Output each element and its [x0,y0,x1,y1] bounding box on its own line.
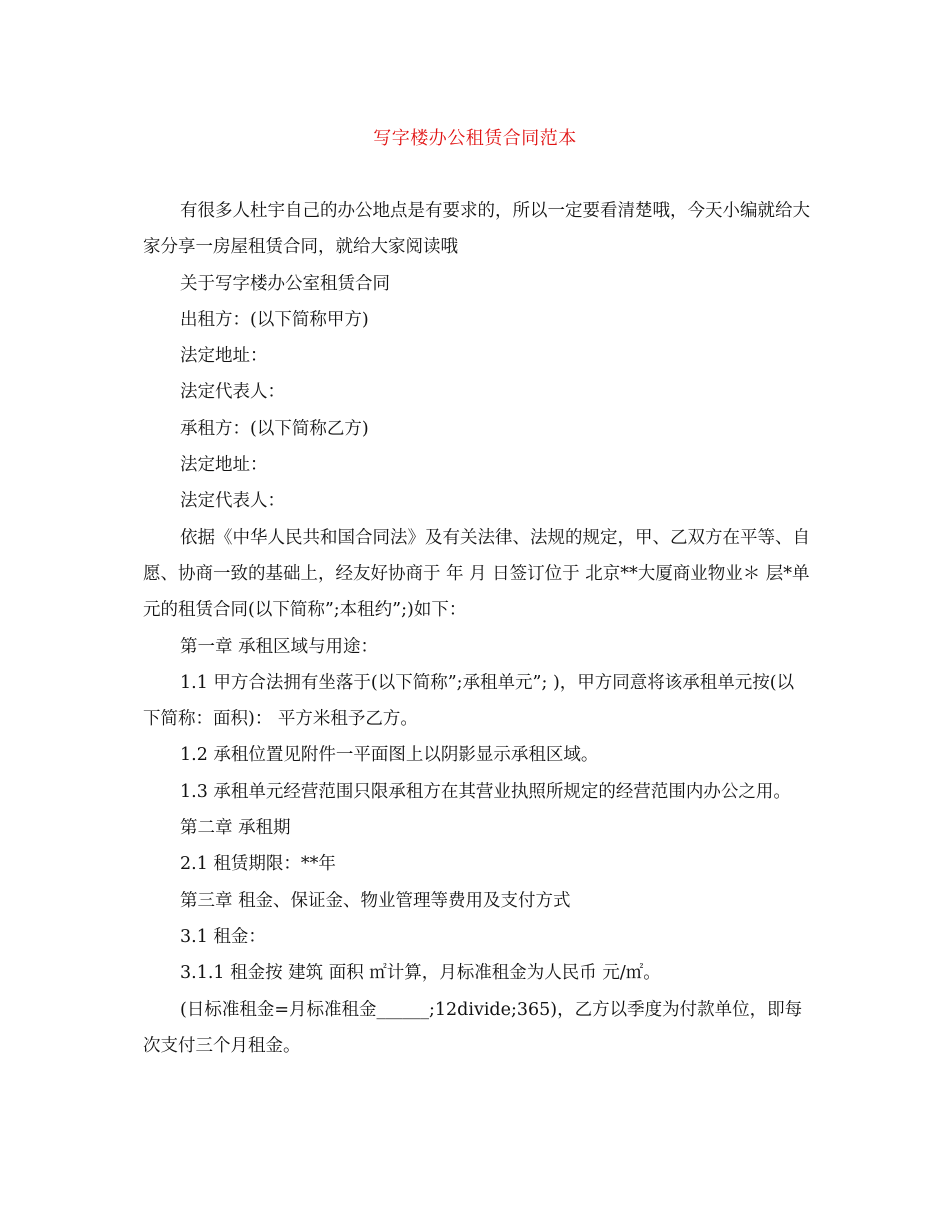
paragraph-clause-3-1: 3.1 租金： [180,926,266,947]
paragraph-lessee: 承租方：(以下简称乙方) [180,418,369,439]
paragraph-chapter-2: 第二章 承租期 [180,818,291,839]
paragraph-lessee-address: 法定地址： [180,455,268,476]
document-title: 写字楼办公租赁合同范本 [373,128,577,149]
paragraph-lessor: 出租方：(以下简称甲方) [180,309,369,330]
paragraph-clause-1-3: 1.3 承租单元经营范围只限承租方在其营业执照所规定的经营范围内办公之用。 [180,781,791,802]
paragraph-daily-rent-note: (日标准租金=月标准租金______;12divide;365)，乙方以季度为付款单位，即每次支付三个月租金。 [143,999,803,1056]
paragraph-clause-1-1: 1.1 甲方合法拥有坐落于(以下简称”;承租单元”; )，甲方同意将该承租单元按(以下简称：面积)： 平方米租予乙方。 [143,672,795,730]
paragraph-lessor-address: 法定地址： [180,346,268,367]
paragraph-lessee-representative: 法定代表人： [180,491,285,512]
paragraph-chapter-3: 第三章 租金、保证金、物业管理等费用及支付方式 [180,890,571,911]
paragraph-chapter-1: 第一章 承租区域与用途： [180,636,379,657]
paragraph-contract-heading: 关于写字楼办公室租赁合同 [180,273,390,294]
paragraph-lessor-representative: 法定代表人： [180,382,285,403]
paragraph-clause-2-1: 2.1 租赁期限：**年 [180,854,336,875]
paragraph-clause-3-1-1: 3.1.1 租金按 建筑 面积 ㎡计算，月标准租金为人民币 元/㎡。 [180,963,661,984]
document-body [143,193,811,1064]
paragraph-intro: 有很多人杜宇自己的办公地点是有要求的，所以一定要看清楚哦，今天小编就给大家分享一房屋租赁合同，就给大家阅读哦 [143,201,810,258]
paragraph-legal-basis: 依据《中华人民共和国合同法》及有关法律、法规的规定，甲、乙双方在平等、自愿、协商一致的基础上，经友好协商于 年 月 日签订位于 北京**大厦商业物业＊ 层*单元的租赁合同(以下简称”;本租约”;)如下： [143,527,810,621]
paragraph-clause-1-2: 1.2 承租位置见附件一平面图上以阴影显示承租区域。 [180,745,599,766]
